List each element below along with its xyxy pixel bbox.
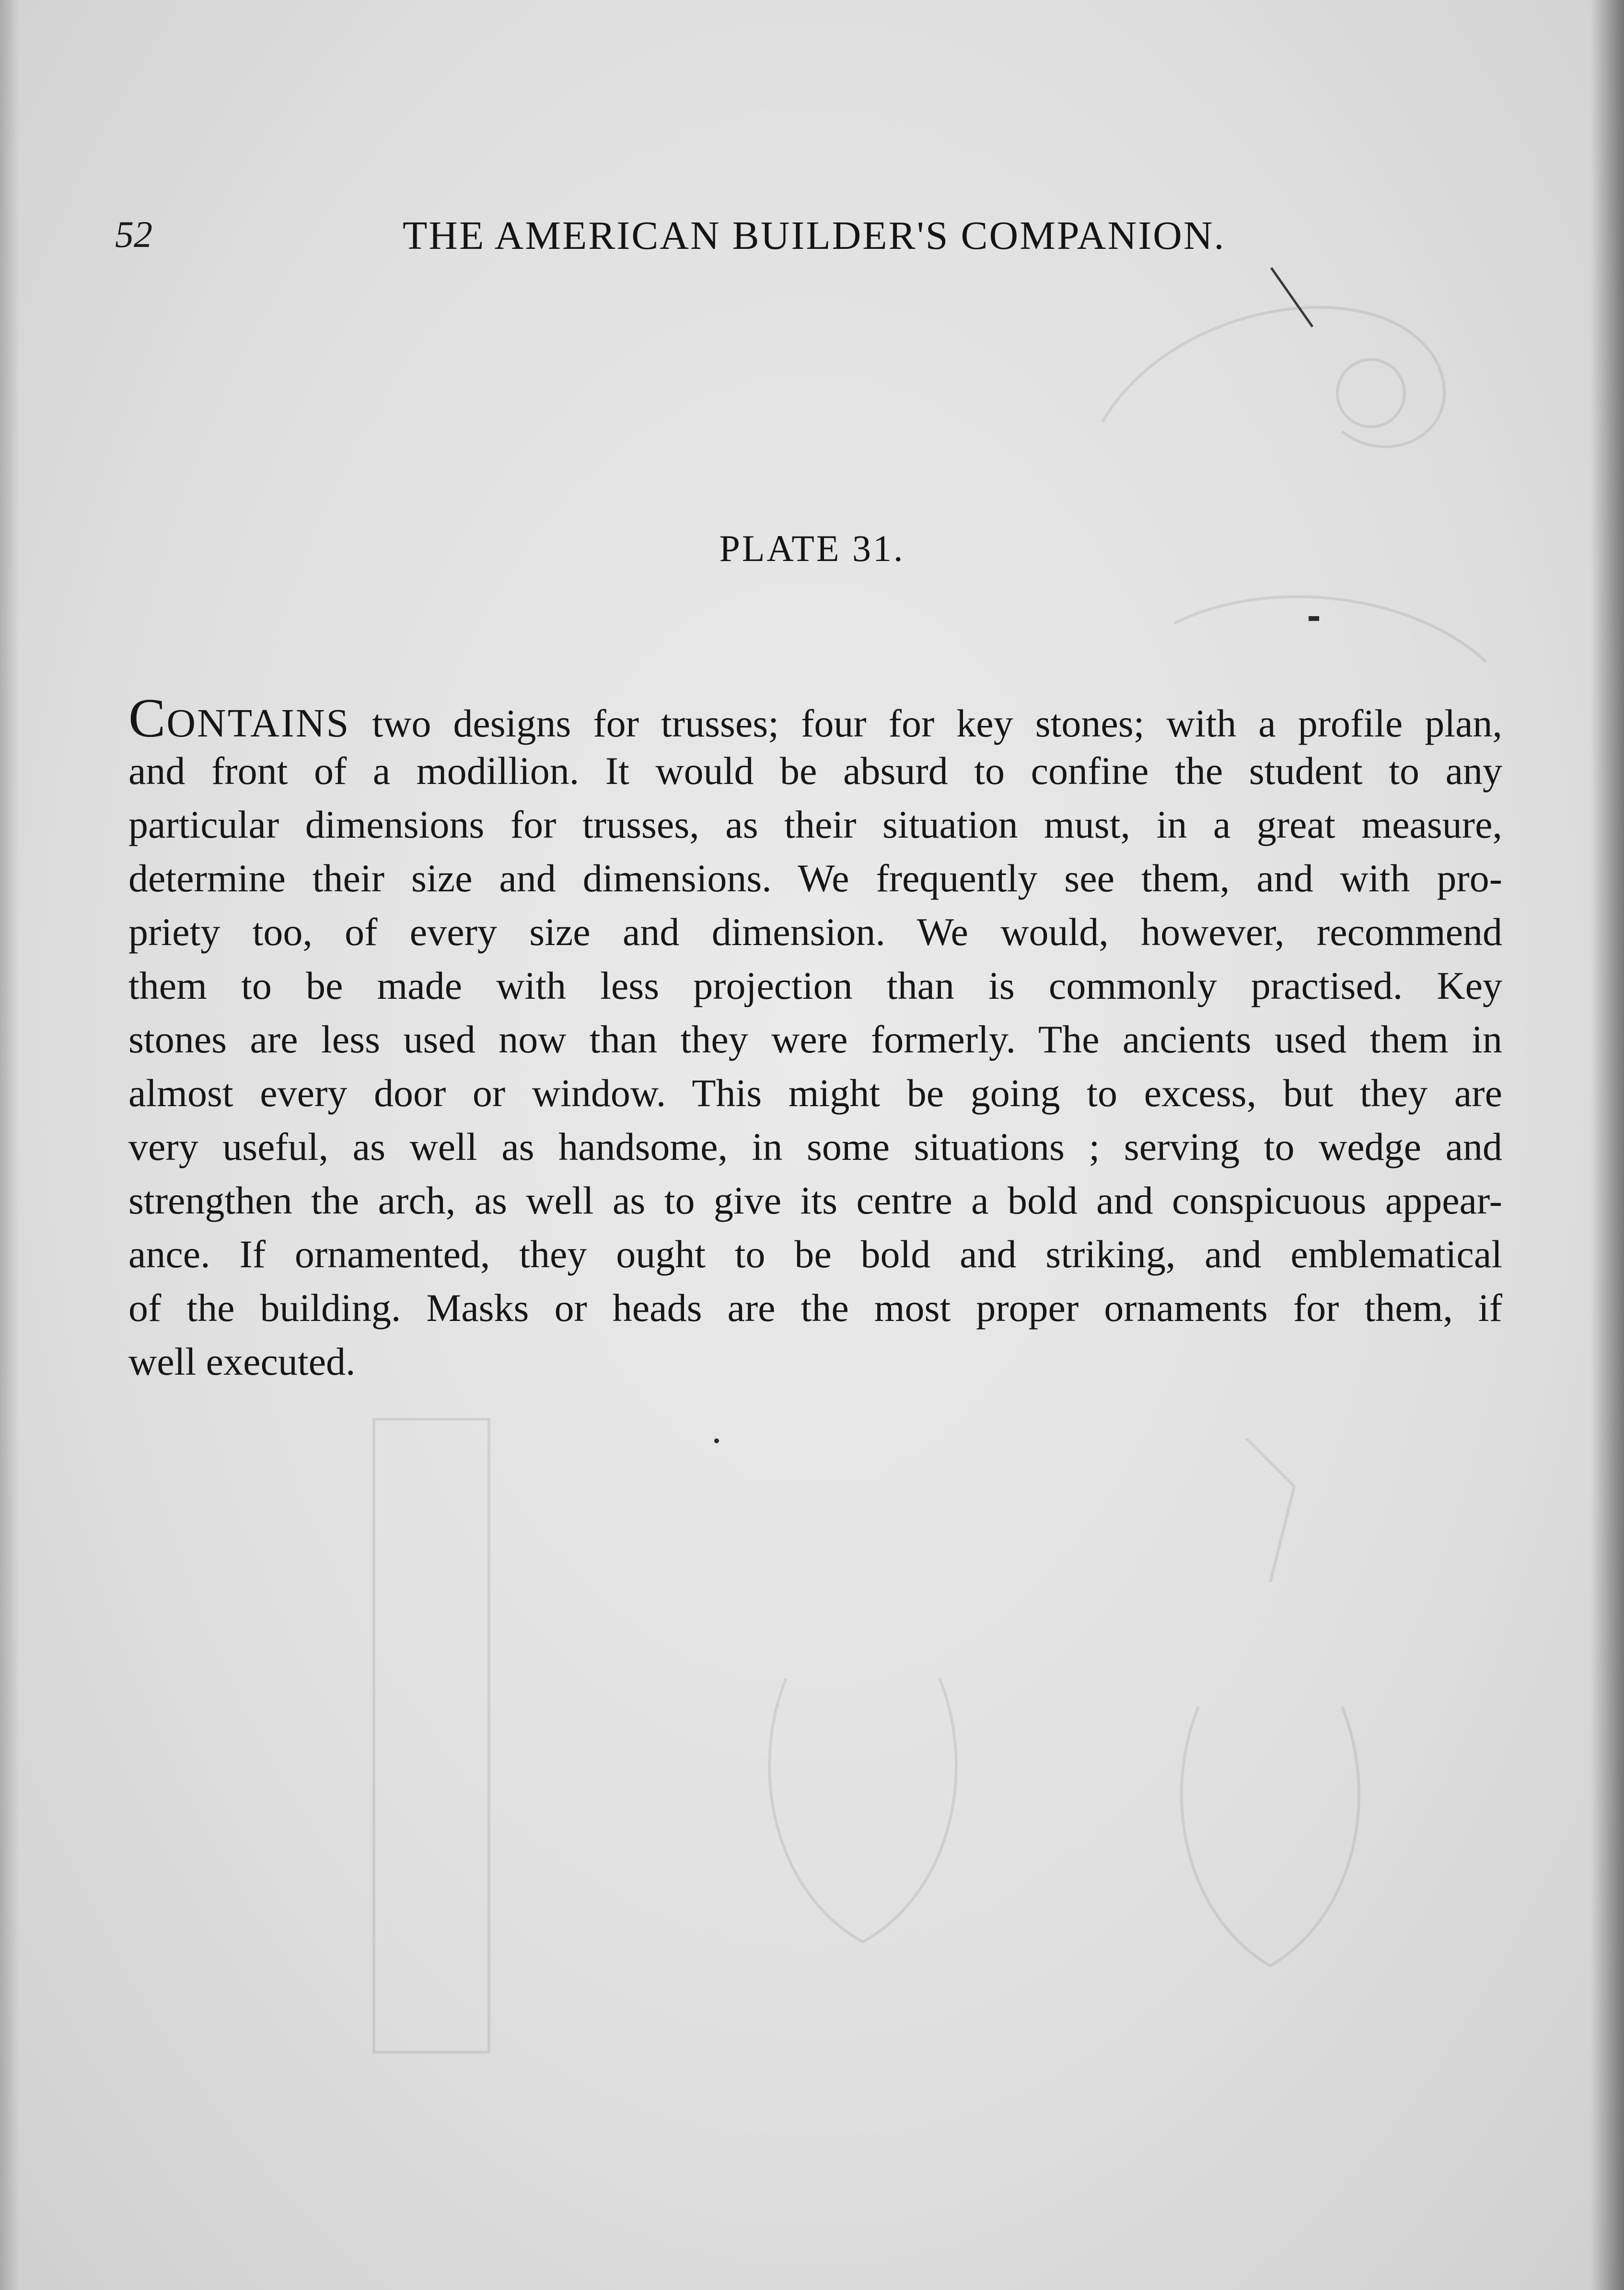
text-line: ance. If ornamented, they ought to be bold and striking, and emblematical [128, 1232, 1502, 1276]
initial-capital: C [128, 688, 167, 749]
text-line: and front of a modillion. It would be absurd to confine the student to any [128, 749, 1502, 793]
text-line: particular dimensions for trusses, as their situation must, in a great measure, [128, 803, 1502, 846]
text-line: stones are less used now than they were formerly. The ancients used them in [128, 1017, 1502, 1061]
text-line: strengthen the arch, as well as to give its centre a bold and conspicuous appear- [128, 1179, 1502, 1222]
text-line [128, 688, 1502, 749]
page-number: 52 [115, 213, 152, 255]
text-line: very useful, as well as handsome, in some situations ; serving to wedge and [128, 1125, 1502, 1168]
text-line-content: two designs for trusses; four for key stones; with a profile plan, [350, 701, 1502, 745]
ink-speck [1309, 616, 1319, 621]
page-shadow-right [1590, 0, 1624, 2290]
running-header [115, 213, 1246, 273]
initial-word-rest: ONTAINS [166, 701, 350, 746]
page-shadow-left [0, 0, 19, 2290]
text-line: well executed. [128, 1340, 356, 1383]
text-line: them to be made with less projection than is commonly practised. Key [128, 964, 1502, 1007]
running-title: THE AMERICAN BUILDER'S COMPANION. [403, 213, 1226, 258]
plate-heading: PLATE 31. [719, 527, 905, 569]
text-line: almost every door or window. This might be going to excess, but they are [128, 1071, 1502, 1115]
ink-speck [714, 1438, 719, 1443]
body-paragraph [128, 690, 1502, 1389]
text-line: priety too, of every size and dimension. We would, however, recommend [128, 910, 1502, 954]
text-line: of the building. Masks or heads are the most proper ornaments for them, if [128, 1286, 1502, 1330]
text-line: determine their size and dimensions. We frequently see them, and with pro- [128, 856, 1502, 900]
